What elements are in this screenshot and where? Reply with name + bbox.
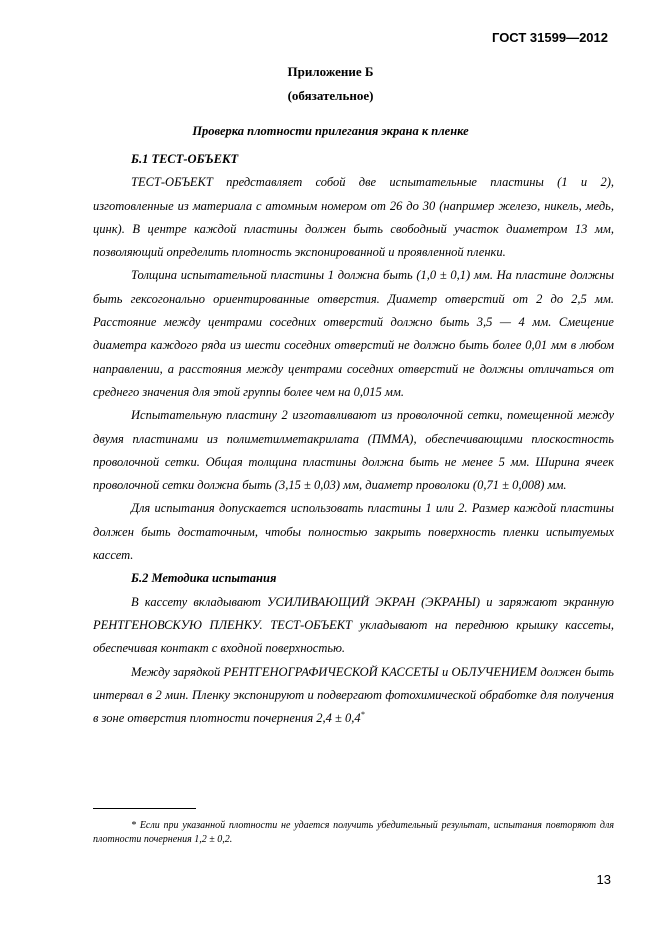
footnote-marker: * xyxy=(360,709,365,719)
document-body xyxy=(93,148,614,730)
paragraph: Толщина испытательной пластины 1 должна быть (1,0 ± 0,1) мм. На пластине должны быть гексогонально ориентированные отверстия. Диаметр отверстий от 2 до 2,5 мм. Расстояние между центрами соседних отверстий должно быть 3,5 — 4 мм. Смещение диаметра каждого ряда из шести соседних отверстий не должно быть более 0,01 мм в любом направлении, а расстояния между центрами соседних отверстий не должны отличаться от среднего значения для этой группы более чем на 0,015 мм. xyxy=(93,268,614,399)
section-heading-b2: Б.2 Методика испытания xyxy=(131,571,277,586)
document-code: ГОСТ 31599—2012 xyxy=(492,30,608,45)
paragraph xyxy=(93,661,614,731)
footnote: * Если при указанной плотности не удается получить убедительный результат, испытания повторяют для плотности почернения 1,2 ± 0,2. xyxy=(93,820,614,845)
paragraph: В кассету вкладывают УСИЛИВАЮЩИЙ ЭКРАН (ЭКРАНЫ) и заряжают экранную РЕНТГЕНОВСКУЮ ПЛЕНКУ. ТЕСТ-ОБЪЕКТ укладывают на переднюю крышку кассеты, обеспечивая контакт с входной поверхностью. xyxy=(93,594,614,656)
page-number: 13 xyxy=(596,872,611,887)
appendix-title: Приложение Б xyxy=(287,64,374,79)
paragraph: Испытательную пластину 2 изготавливают из проволочной сетки, помещенной между двумя пластинами из полиметилметакрилата (ПММА), обеспечивающими плоскостность проволочной сетки. Общая толщина пластины должна быть не менее 5 мм. Ширина ячеек проволочной сетки должна быть (3,15 ± 0,03) мм, диаметр проволоки (0,71 ± 0,008) мм. xyxy=(93,408,614,493)
paragraph-text: Между зарядкой РЕНТГЕНОГРАФИЧЕСКОЙ КАССЕТЫ и ОБЛУЧЕНИЕМ должен быть интервал в 2 мин. Пленку экспонируют и подвергают фотохимической обработке для получения в зоне отверстия плотности почернения 2,4 ± 0,4 xyxy=(93,664,614,726)
paragraph: Для испытания допускается использовать пластины 1 или 2. Размер каждой пластины должен быть достаточным, чтобы полностью закрыть поверхность пленки испытуемых кассет. xyxy=(93,501,614,563)
appendix-status: (обязательное) xyxy=(287,88,374,103)
footnote-separator xyxy=(93,808,196,809)
section-heading-b1: Б.1 ТЕСТ-ОБЪЕКТ xyxy=(131,152,239,166)
appendix-subject: Проверка плотности прилегания экрана к пленке xyxy=(192,124,469,138)
paragraph: ТЕСТ-ОБЪЕКТ представляет собой две испытательные пластины (1 и 2), изготовленные из материала с атомным номером от 26 до 30 (например железо, никель, медь, цинк). В центре каждой пластины должен быть свободный участок диаметром 13 мм, позволяющий определить плотность экспонированной и проявленной пленки. xyxy=(93,175,614,260)
